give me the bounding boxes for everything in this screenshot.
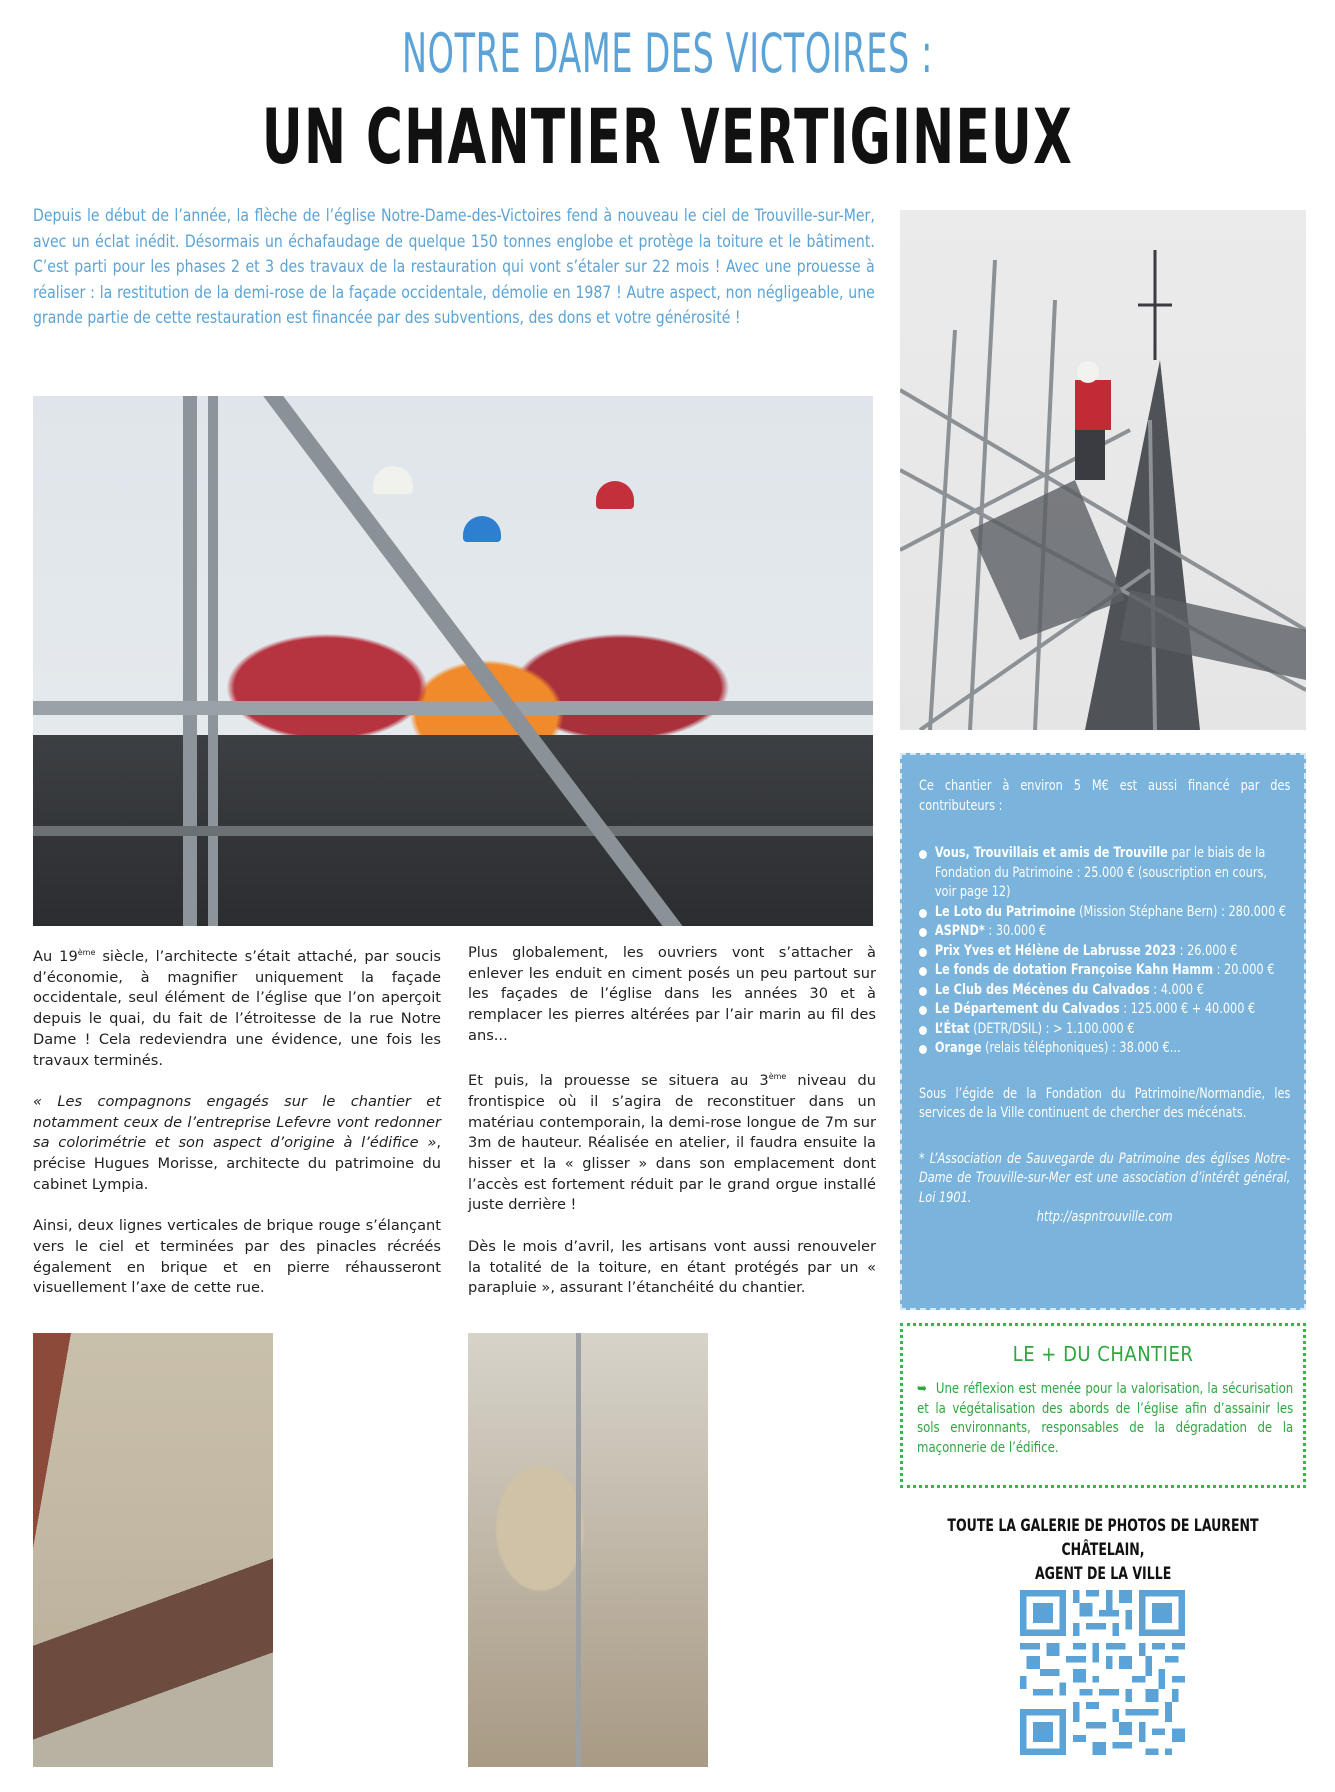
funding-box (900, 753, 1306, 1310)
architect-quote: « Les compagnons engagés sur le chantier et notamment ceux de l’entreprise Lefevre vont redonner sa colorimétrie et son aspect d’origine à l’édifice » (33, 1092, 441, 1152)
aspnd-footnote: * L’Association de Sauvegarde du Patrimoine des églises Notre-Dame de Trouville-sur-Mer est une association d’intérêt général, Loi 1901. (919, 1150, 1291, 1206)
contributor-item: L’État (DETR/DSIL) : > 1.100.000 € (919, 1020, 1290, 1040)
title-line-2: UN CHANTIER VERTIGINEUX (261, 92, 1074, 181)
contributor-item: Le Département du Calvados : 125.000 € + 40.000 € (919, 1000, 1290, 1020)
article-column-1 (33, 943, 441, 1320)
photo-brick-facade-wide (33, 1333, 273, 1767)
article-column-2 (468, 943, 876, 1320)
gallery-caption: TOUTE LA GALERIE DE PHOTOS DE LAURENT CHÂTELAIN, AGENT DE LA VILLE (947, 1516, 1259, 1584)
plus-box-title: LE + DU CHANTIER (1012, 1342, 1194, 1366)
col1-paragraph-1: Au 19ème siècle, l’architecte s’était attaché, par soucis d’économie, à magnifier uniquement la façade occidentale, seul élément de l’église que l’on aperçoit depuis le quai, du fait de l’étroitesse de la rue Notre Dame ! Cela redeviendra une évidence, une fois les travaux terminés. (33, 948, 441, 1069)
aspnd-link[interactable]: http://aspntrouville.com (1036, 1209, 1173, 1225)
plus-box-text: ➥ Une réflexion est menée pour la valorisation, la sécurisation et la végétalisation des abords de l’église afin d’assainir les sols environnants, responsables de la dégradation de la maçonnerie de l’édifice. (917, 1381, 1294, 1456)
arrow-right-icon: ➥ (917, 1381, 927, 1397)
photo-spire (900, 210, 1306, 730)
contributor-item: Le Loto du Patrimoine (Mission Stéphane Bern) : 280.000 € (919, 903, 1290, 923)
photo-workers-scaffolding (33, 396, 873, 926)
contributor-item: Orange (relais téléphoniques) : 38.000 €... (919, 1039, 1290, 1059)
contributor-item: Le fonds de dotation Françoise Kahn Hamm : 20.000 € (919, 961, 1290, 981)
contributor-item: Prix Yves et Hélène de Labrusse 2023 : 26.000 € (919, 942, 1290, 962)
col2-paragraph-1: Plus globalement, les ouvriers vont s’attacher à enlever les enduit en ciment posés un peu partout sur les façades de l’église dans les années 30 et à remplacer les pierres altérées par l’air marin au fil des ans... (468, 944, 876, 1044)
contributor-item: Le Club des Mécènes du Calvados : 4.000 € (919, 981, 1290, 1001)
photo-stonemason (468, 1333, 708, 1767)
col2-paragraph-3: Dès le mois d’avril, les artisans vont aussi renouveler la totalité de la toiture, en étant protégés par un « parapluie », assurant l’étanchéité du chantier. (468, 1237, 876, 1297)
qr-code-icon[interactable] (1020, 1590, 1185, 1755)
contributor-item: ASPND* : 30.000 € (919, 922, 1290, 942)
funding-lead: Ce chantier à environ 5 M€ est aussi financé par des contributeurs : (919, 778, 1291, 814)
col2-paragraph-2: Et puis, la prouesse se situera au 3ème niveau du frontispice où il s’agira de reconstituer dans un matériau contemporain, la demi-rose longue de 7m sur 3m de hauteur. Réalisée en atelier, il faudra ensuite la hisser et la « glisser » dans son emplacement dont l’accès est fortement réduit par le grand orgue installé juste derrière ! (468, 1072, 877, 1214)
title-line-1: NOTRE DAME DES VICTOIRES : (401, 22, 934, 85)
intro-paragraph: Depuis le début de l’année, la flèche de l’église Notre-Dame-des-Victoires fend à nouveau le ciel de Trouville-sur-Mer, avec un éclat inédit. Désormais un échafaudage de quelque 150 tonnes englobe et protège la toiture et le bâtiment. C’est parti pour les phases 2 et 3 des travaux de la restauration qui vont s’étaler sur 22 mois ! Avec une prouesse à réaliser : la restitution de la demi-rose de la façade occidentale, démolie en 1987 ! Autre aspect, non négligeable, une grande partie de cette restauration est financée par des subventions, des dons et votre générosité ! (33, 206, 875, 328)
col1-paragraph-3: Ainsi, deux lignes verticales de brique rouge s’élançant vers le ciel et terminées par des pinacles récréés également en brique et en pierre réhausseront visuellement l’axe de cette rue. (33, 1217, 441, 1297)
contributor-item: Vous, Trouvillais et amis de Trouville par le biais de la Fondation du Patrimoine : 25.000 € (souscription en cours, voir page 12) (919, 844, 1290, 903)
col1-paragraph-2: « Les compagnons engagés sur le chantier et notamment ceux de l’entreprise Lefevre vont redonner sa colorimétrie et son aspect d’origine à l’édifice », précise Hugues Morisse, architecte du patrimoine du cabinet Lympia. (33, 1092, 441, 1193)
contributors-list (919, 844, 1290, 1059)
plus-box (900, 1323, 1306, 1488)
funding-outro: Sous l’égide de la Fondation du Patrimoine/Normandie, les services de la Ville continuent de chercher des mécénats. (919, 1085, 1291, 1121)
